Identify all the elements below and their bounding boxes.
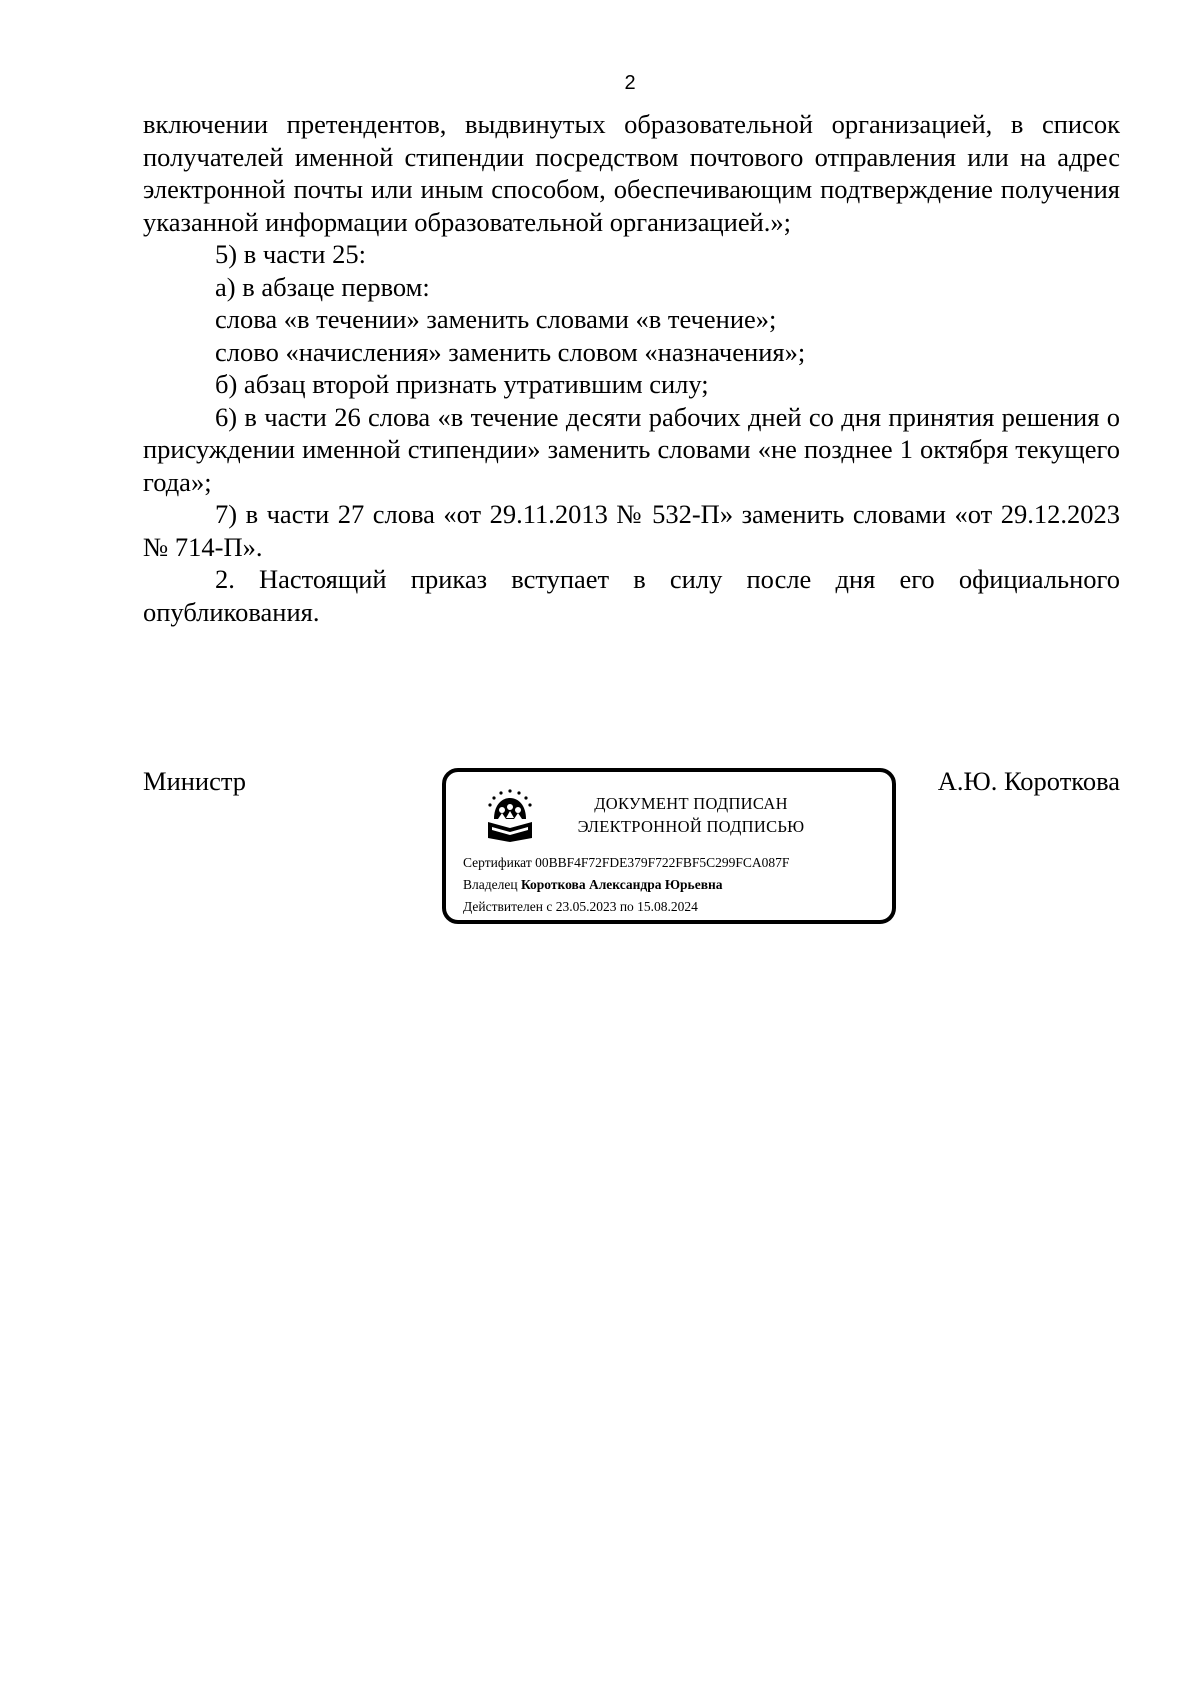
stamp-heading	[556, 792, 826, 838]
owner-value: Короткова Александра Юрьевна	[520, 877, 723, 892]
paragraph-item-7: 7) в части 27 слова «от 29.11.2013 № 532-П» заменить словами «от 29.12.2023 № 714-П».	[143, 499, 1120, 562]
coat-of-arms-emblem-icon	[484, 786, 536, 844]
paragraph-continuation: включении претендентов, выдвинутых образовательной организацией, в список получателей именной стипендии посредством почтового отправления или на адрес электронной почты или иным способом, обеспечивающим подтверждение получения указанной информации образовательной организацией.»;	[143, 109, 1120, 237]
certificate-label: Сертификат	[463, 855, 532, 870]
valid-label: Действителен	[463, 899, 543, 914]
signatory-name: А.Ю. Короткова	[937, 766, 1120, 796]
electronic-signature-stamp	[442, 768, 896, 924]
valid-from-label: с	[546, 899, 553, 914]
paragraph-item-6: 6) в части 26 слова «в течение десяти рабочих дней со дня принятия решения о присуждении именной стипендии» заменить словами «не позднее 1 октября текущего года»;	[143, 401, 1120, 497]
paragraph-item-5b: б) абзац второй признать утратившим силу;	[215, 369, 709, 399]
valid-to-date: 15.08.2024	[637, 899, 698, 914]
stamp-heading-line-1: ДОКУМЕНТ ПОДПИСАН	[594, 794, 788, 813]
page-number: 2	[624, 72, 636, 94]
stamp-validity-line	[463, 898, 698, 916]
valid-from-date: 23.05.2023	[555, 899, 617, 914]
owner-label: Владелец	[463, 877, 518, 892]
paragraph-item-5a: а) в абзаце первом:	[215, 271, 430, 302]
paragraph-replace-words: слова «в течении» заменить словами «в течение»;	[215, 304, 777, 334]
stamp-certificate-line	[463, 854, 789, 872]
stamp-heading-line-2: ЭЛЕКТРОННОЙ ПОДПИСЬЮ	[577, 817, 805, 836]
document-body	[143, 108, 1120, 628]
valid-to-label: по	[619, 899, 634, 914]
signatory-position: Министр	[143, 766, 247, 796]
paragraph-item-5: 5) в части 25:	[215, 239, 366, 269]
paragraph-replace-word: слово «начисления» заменить словом «назначения»;	[215, 336, 806, 367]
stamp-owner-line	[463, 876, 723, 894]
certificate-value: 00BBF4F72FDE379F722FBF5C299FCA087F	[535, 855, 790, 870]
paragraph-item-2-effective: 2. Настоящий приказ вступает в силу после дня его официального опубликования.	[143, 564, 1120, 627]
